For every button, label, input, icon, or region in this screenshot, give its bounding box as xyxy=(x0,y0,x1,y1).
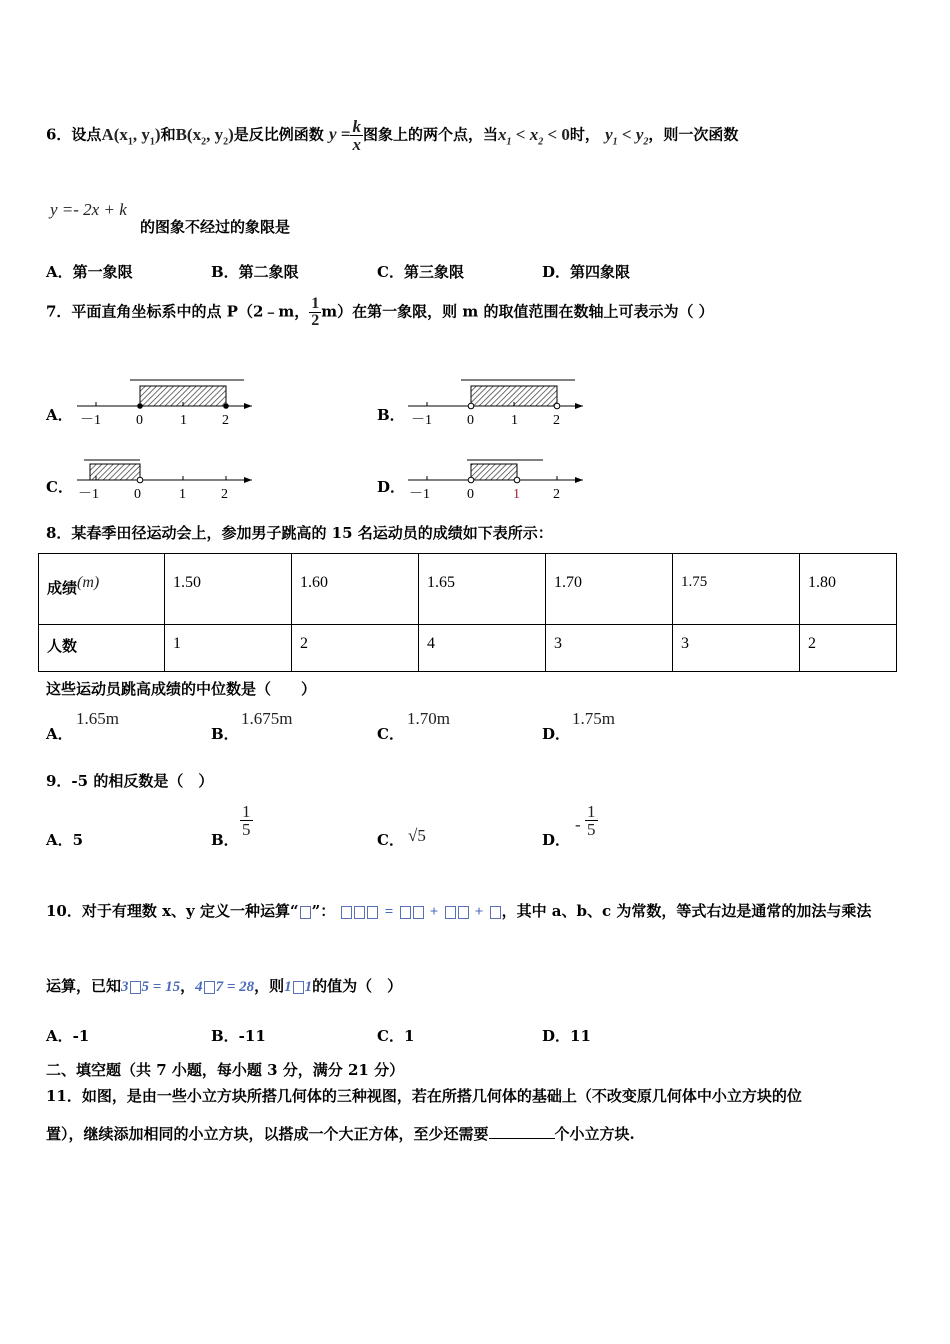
q8-option-a-value: 1.65m xyxy=(76,709,119,728)
inverse-fn-y: y = xyxy=(329,124,351,144)
q9-option-d-label: D． xyxy=(542,831,571,849)
example-3: 1 1 xyxy=(284,979,313,995)
point-a: $A(x_1$, $y_1$) xyxy=(101,124,161,147)
score-cell: 1.70 xyxy=(546,554,673,625)
count-cell: 3 xyxy=(673,625,800,672)
section2-title: 二、填空题（共 7 小题，每小题 3 分，满分 21 分） xyxy=(46,1061,405,1079)
number-line-b xyxy=(403,374,588,430)
score-cell: 1.50 xyxy=(165,554,292,625)
count-cell: 2 xyxy=(800,625,897,672)
linear-function: y =- 2x + k xyxy=(50,200,127,219)
q9-option-d-fraction: $\frac{1}{5}$ xyxy=(587,802,596,839)
q9-option-a: A．5 xyxy=(46,831,84,849)
tick-1: 1 xyxy=(179,487,186,502)
q6-line1: 6．设点$A(x_1$, $y_1$)和$B(x_2$, $y_2$)是反比例函数 y = $\frac{k}{x}$ 图象上的两个点，当$x_1 < x_2 < 0$时， $y_1 < y_2$，则一次函数 xyxy=(46,117,739,154)
tick-2: 2 xyxy=(553,413,560,428)
q10-option-b: B．-11 xyxy=(211,1027,266,1045)
tick-0: 0 xyxy=(467,487,474,502)
header-score: 成绩$^{(m)}$ xyxy=(39,554,165,625)
q10-option-c: C．1 xyxy=(377,1027,415,1045)
score-cell: 1.65 xyxy=(419,554,546,625)
score-cell: 1.60 xyxy=(292,554,419,625)
q6-option-a: A．第一象限 xyxy=(46,263,133,281)
q10-option-a: A．-1 xyxy=(46,1027,90,1045)
tick-2: 2 xyxy=(553,487,560,502)
q11-line1: 11．如图，是由一些小立方块所搭几何体的三种视图，若在所搭几何体的基础上（不改变原几何体中小立方块的位 xyxy=(46,1087,802,1105)
q9-option-b-fraction: $\frac{1}{5}$ xyxy=(242,802,251,839)
q10-option-d: D．11 xyxy=(542,1027,591,1045)
tick-neg1: －1 xyxy=(409,487,430,502)
q7-label-a: A． xyxy=(46,406,73,424)
q7-label-d: D． xyxy=(377,478,406,496)
q7-label-c: C． xyxy=(46,478,73,496)
q6-prefix: 6．设点 xyxy=(46,125,102,144)
tick-2: 2 xyxy=(221,487,228,502)
score-table xyxy=(38,553,897,672)
q9-option-c-value: √5 xyxy=(408,826,426,845)
tick-neg1: －1 xyxy=(78,487,99,502)
tick-0: 0 xyxy=(134,487,141,502)
count-cell: 4 xyxy=(419,625,546,672)
inverse-fn-fraction: $\frac{k}{x}$ xyxy=(352,117,361,154)
operation-definition: = + + xyxy=(340,902,501,920)
q6-line2-tail: 的图象不经过的象限是 xyxy=(140,218,291,236)
q8-question: 这些运动员跳高成绩的中位数是（ ） xyxy=(46,680,317,698)
count-cell: 1 xyxy=(165,625,292,672)
q6-option-d: D．第四象限 xyxy=(542,263,631,281)
table-row xyxy=(39,625,897,672)
q8-option-b-value: 1.675m xyxy=(241,709,293,728)
q8-option-c-label: C． xyxy=(377,725,404,743)
count-cell: 3 xyxy=(546,625,673,672)
tick-2: 2 xyxy=(222,413,229,428)
q6-option-c: C．第三象限 xyxy=(377,263,464,281)
number-line-c xyxy=(72,454,257,504)
table-row xyxy=(39,554,897,625)
number-line-d xyxy=(403,454,588,504)
condition-y: $y_1 < y_2$ xyxy=(605,124,649,147)
q7-label-b: B． xyxy=(377,406,405,424)
q8-title: 8．某春季田径运动会上，参加男子跳高的 15 名运动员的成绩如下表所示： xyxy=(46,524,553,542)
tick-1: 1 xyxy=(513,487,520,502)
tick-0: 0 xyxy=(136,413,143,428)
half-fraction: $\frac{1}{2}$ xyxy=(311,295,320,329)
score-cell: 1.80 xyxy=(800,554,897,625)
q10-line2: 运算，已知3 5 = 15，4 7 = 28，则1 1的值为（ ） xyxy=(46,977,403,995)
tick-0: 0 xyxy=(467,413,474,428)
q8-option-d-label: D． xyxy=(542,725,571,743)
q9-option-d-neg: - xyxy=(575,815,581,834)
q9-option-b-label: B． xyxy=(211,831,239,849)
count-cell: 2 xyxy=(292,625,419,672)
q9-question: 9．-5 的相反数是（ ） xyxy=(46,772,214,790)
q10-line1: 10．对于有理数 x、y 定义一种运算“ ”： = + + ，其中 a、b、c 为常数，等式右边是通常的加法与乘法 xyxy=(46,902,872,920)
q9-option-c-label: C． xyxy=(377,831,404,849)
tick-1: 1 xyxy=(511,413,518,428)
q8-option-c-value: 1.70m xyxy=(407,709,450,728)
tick-neg1: －1 xyxy=(411,413,432,428)
q6-option-b: B．第二象限 xyxy=(211,263,299,281)
example-1: 3 5 = 15 xyxy=(121,979,181,995)
tick-1: 1 xyxy=(180,413,187,428)
score-cell: 1.75 xyxy=(673,554,800,625)
header-count: 人数 xyxy=(39,625,165,672)
point-b: $B(x_2$, $y_2$) xyxy=(175,124,234,147)
operator-box xyxy=(300,906,311,919)
q11-line2: 置），继续添加相同的小立方块，以搭成一个大正方体，至少还需要 个小立方块. xyxy=(46,1125,635,1143)
answer-blank[interactable] xyxy=(489,1124,555,1139)
example-2: 4 7 = 28 xyxy=(195,979,255,995)
q7-stem: 7．平面直角坐标系中的点 P（2﹣m， $\frac{1}{2}$ m）在第一象限，则 m 的取值范围在数轴上可表示为（ ） xyxy=(46,295,714,329)
q8-option-a-label: A． xyxy=(46,725,73,743)
tick-neg1: －1 xyxy=(80,413,101,428)
q8-option-b-label: B． xyxy=(211,725,239,743)
number-line-a xyxy=(72,374,257,430)
q8-option-d-value: 1.75m xyxy=(572,709,615,728)
condition-x: $x_1 < x_2 < 0$ xyxy=(498,124,570,147)
